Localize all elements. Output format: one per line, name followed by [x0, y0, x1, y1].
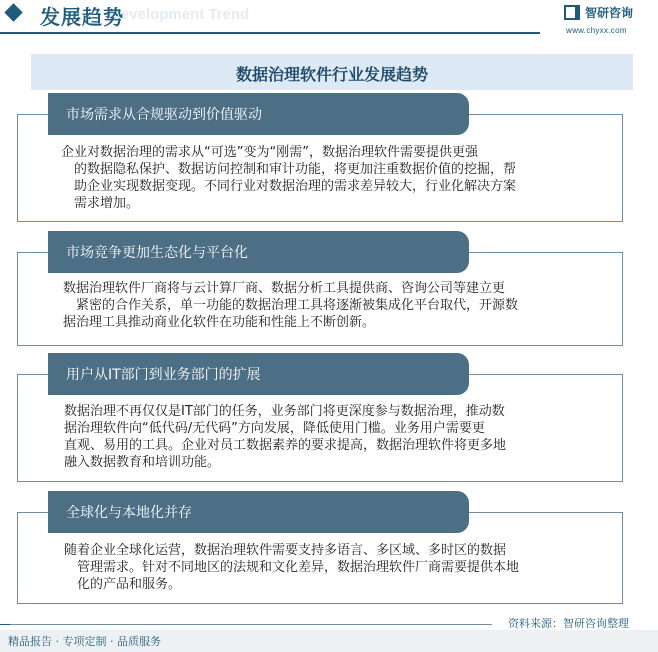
trend-body-line: 化的产品和服务。 [77, 577, 182, 592]
trend-heading-tab-3 [48, 353, 469, 395]
trend-heading-tab-4 [48, 491, 469, 533]
page-header [0, 0, 658, 36]
trend-body-2 [63, 280, 518, 331]
footer-slogan: 精品报告 · 专项定制 · 品质服务 [8, 635, 161, 648]
trend-body-line: 紧密的合作关系，单一功能的数据治理工具将逐渐被集成化平台取代，开源数 [76, 298, 519, 313]
footer-rule [10, 624, 492, 625]
logo-mark-icon [564, 5, 580, 20]
trend-body-line: 助企业实现数据变现。不同行业对数据治理的需求差异较大，行业化解决方案 [74, 179, 517, 194]
trend-body-line: 数据治理软件厂商将与云计算厂商、数据分析工具提供商、咨询公司等建立更 [63, 281, 506, 296]
trend-body-4 [64, 542, 519, 593]
logo-site: www.chyxx.com [566, 26, 627, 35]
trend-body-line: 需求增加。 [74, 196, 140, 211]
diamond-icon [4, 3, 22, 21]
trend-body-line: 直观、易用的工具。企业对员工数据素养的要求提高，数据治理软件将更多地 [64, 438, 507, 453]
main-title: 数据治理软件行业发展趋势 [235, 65, 428, 84]
trend-heading-tab-1 [48, 93, 469, 135]
trend-heading-tab-2 [48, 231, 469, 273]
section-title: 发展趋势 [40, 5, 124, 29]
logo-name: 智研咨询 [585, 6, 634, 20]
trend-body-line: 数据治理不再仅仅是IT部门的任务，业务部门将更深度参与数据治理，推动数 [64, 404, 505, 419]
footer-rule-accent [0, 624, 10, 625]
footer-bar [0, 630, 658, 652]
trend-body-1 [61, 144, 516, 212]
trend-heading-4: 全球化与本地化并存 [66, 505, 192, 521]
trend-body-line: 据治理软件向“低代码/无代码”方向发展，降低使用门槛。业务用户需要更 [64, 421, 485, 436]
trend-body-line: 融入数据教育和培训功能。 [64, 455, 221, 470]
trend-heading-1: 市场需求从合规驱动到价值驱动 [66, 107, 262, 123]
trend-body-line: 企业对数据治理的需求从“可选”变为“刚需”，数据治理软件需要提供更强 [61, 145, 478, 160]
trend-heading-3: 用户从IT部门到业务部门的扩展 [66, 367, 261, 383]
trend-heading-2: 市场竞争更加生态化与平台化 [66, 245, 248, 261]
header-watermark: Development Trend [110, 6, 250, 23]
brand-logo [564, 4, 654, 36]
trend-body-line: 的数据隐私保护、数据访问控制和审计功能，将更加注重数据价值的挖掘，帮 [74, 162, 517, 177]
header-rule [0, 32, 540, 34]
trend-body-3 [64, 403, 506, 471]
source-note: 资料来源：智研咨询整理 [508, 617, 629, 630]
trend-body-line: 管理需求。针对不同地区的法规和文化差异，数据治理软件厂商需要提供本地 [77, 560, 520, 575]
trend-body-line: 随着企业全球化运营，数据治理软件需要支持多语言、多区域、多时区的数据 [64, 543, 507, 558]
trend-body-line: 据治理工具推动商业化软件在功能和性能上不断创新。 [63, 315, 376, 330]
main-title-band [31, 54, 633, 90]
